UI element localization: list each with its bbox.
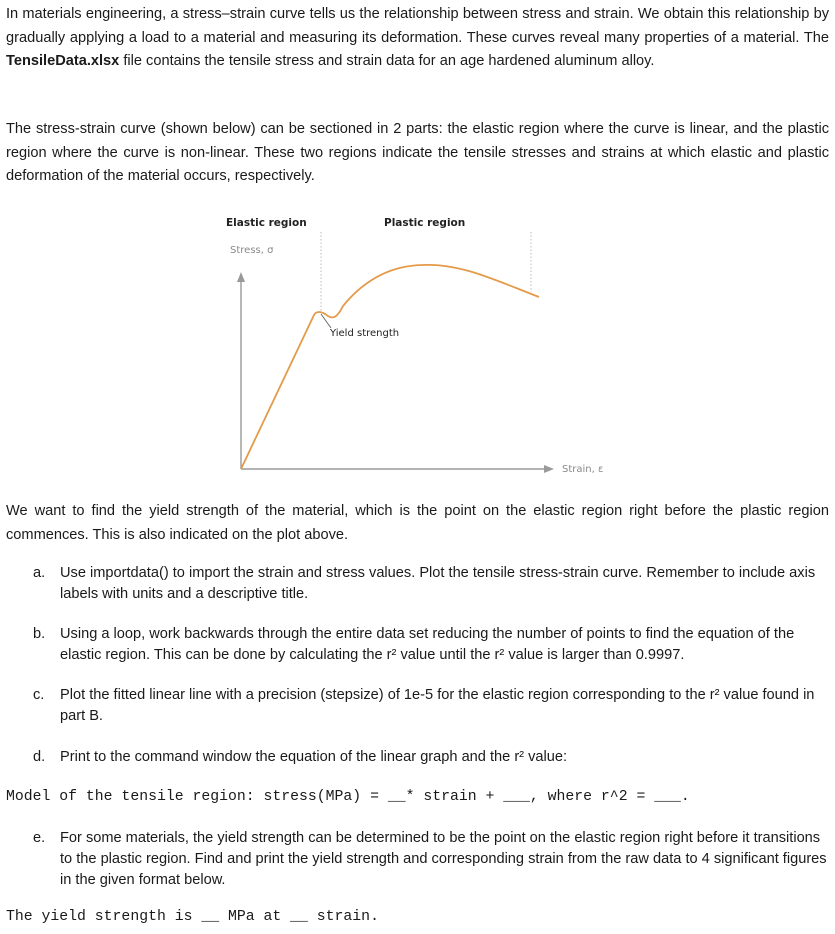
task-e-letter: e. <box>33 830 46 846</box>
plastic-region-label: Plastic region <box>384 217 466 229</box>
stress-strain-curve <box>241 265 539 469</box>
task-b-letter: b. <box>33 626 46 642</box>
task-b <box>33 624 830 666</box>
yield-strength-label: Yield strength <box>330 328 400 339</box>
task-a-text: Use importdata() to import the strain and stress values. Plot the tensile stress-strain curve. Remember to include axis labels with units and a descriptive title. <box>60 565 816 602</box>
x-axis-arrow-icon <box>544 465 554 473</box>
task-a-letter: a. <box>33 565 46 581</box>
x-axis-label: Strain, ε <box>562 464 604 475</box>
task-c <box>33 685 830 727</box>
task-d-letter: d. <box>33 749 46 765</box>
task-c-letter: c. <box>33 687 45 703</box>
intro-text-end: file contains the tensile stress and strain data for an age hardened aluminum alloy. <box>119 53 655 69</box>
goal-paragraph: We want to find the yield strength of the material, which is the point on the elastic region right before the plastic region commences. This is also indicated on the plot above. <box>6 503 829 543</box>
task-d-text: Print to the command window the equation of the linear graph and the r² value: <box>60 749 568 765</box>
model-output-format: Model of the tensile region: stress(MPa) = __* strain + ___, where r^2 = ___. <box>6 789 690 805</box>
task-e-text: For some materials, the yield strength can be determined to be the point on the elastic region right before it transitions to the plastic region. Find and print the yield strength and corresponding strain from the raw data to 4 significant figures in the given format below. <box>60 830 827 888</box>
file-name: TensileData.xlsx <box>6 53 120 69</box>
yield-output-format: The yield strength is __ MPa at __ strain. <box>6 909 379 925</box>
intro-text-start: In materials engineering, a stress–strain curve tells us the relationship between stress and strain. We obtain this relationship by gradually applying a load to a material and measuring its deformation. These curves reveal many properties of a material. The <box>6 6 829 46</box>
task-b-text: Using a loop, work backwards through the entire data set reducing the number of points to find the equation of the elastic region. This can be done by calculating the r² value until the r² value is larger than 0.9997. <box>60 626 795 663</box>
elastic-region-label: Elastic region <box>226 217 307 229</box>
y-axis-label: Stress, σ <box>230 245 274 256</box>
task-a <box>33 563 830 605</box>
task-c-text: Plot the fitted linear line with a precision (stepsize) of 1e-5 for the elastic region corresponding to the r² value found in part B. <box>60 687 815 724</box>
task-e <box>33 828 830 891</box>
y-axis-arrow-icon <box>237 272 245 282</box>
curve-description: The stress-strain curve (shown below) can be sectioned in 2 parts: the elastic region where the curve is linear, and the plastic region where the curve is non-linear. These two regions indicate the tensile stresses and strains at which elastic and plastic deformation of the material occurs, respectively. <box>6 121 829 184</box>
task-d <box>33 747 830 768</box>
